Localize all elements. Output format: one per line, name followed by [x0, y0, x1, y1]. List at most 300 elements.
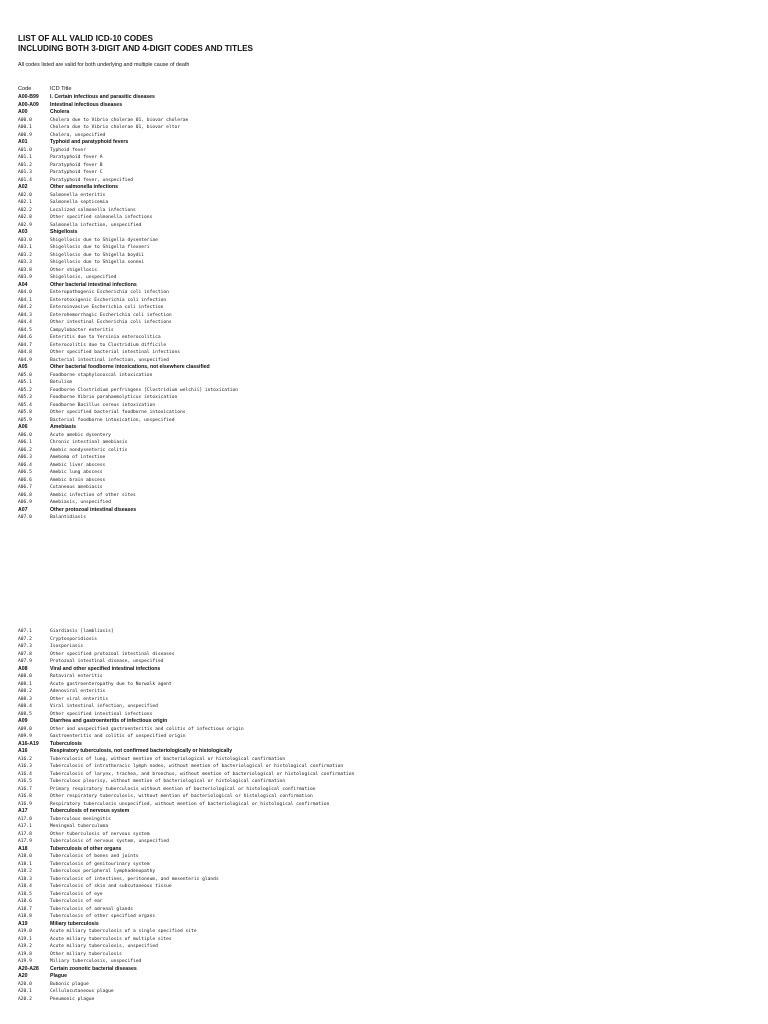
- icd-code: A04.7: [18, 342, 32, 348]
- code-row: [18, 387, 758, 395]
- icd-code: A07.9: [18, 659, 32, 664]
- icd-title: Tuberculosis of eye: [50, 891, 103, 897]
- icd-title: Intestinal infectious diseases: [50, 101, 123, 108]
- icd-title: Viral and other specified intestinal infections: [50, 665, 161, 672]
- category-heading-row: [18, 364, 758, 372]
- icd-code: A04.6: [18, 335, 32, 340]
- icd-title: Miliary tuberculosis: [50, 920, 99, 927]
- category-heading-row: [18, 666, 758, 674]
- icd-title: Respiratory tuberculosis, not confirmed bacteriologically or histologically: [50, 748, 233, 754]
- code-row: [18, 289, 758, 297]
- icd-title: Shigellosis due to Shigella dysenteriae: [50, 237, 158, 243]
- icd-code: A18.1: [18, 861, 32, 867]
- icd-code: A03.0: [18, 237, 32, 243]
- icd-title: Diarrhea and gastroenteritis of infectious origin: [50, 718, 168, 724]
- code-row: [18, 207, 758, 215]
- icd-code: A05.2: [18, 387, 32, 393]
- title-line-2: INCLUDING BOTH 3-DIGIT AND 4-DIGIT CODES AND TITLES: [18, 44, 254, 53]
- icd-title: Amebic nondysenteric colitis: [50, 447, 128, 453]
- code-row: [18, 831, 758, 839]
- code-row: [18, 357, 758, 365]
- icd-code: A08: [18, 665, 28, 672]
- icd-title: Shigellosis, unspecified: [50, 275, 117, 280]
- icd-code: A19.8: [18, 951, 32, 957]
- code-row: [18, 274, 758, 282]
- code-row: [18, 816, 758, 824]
- icd-title: Tuberculosis of other specified organs: [50, 914, 156, 919]
- icd-title: Cholera: [50, 109, 70, 115]
- icd-title: Enterohemorrhagic Escherichia coli infection: [50, 312, 172, 318]
- icd-code: A01.1: [18, 155, 32, 160]
- icd-code: A05.0: [18, 372, 32, 378]
- code-row: [18, 394, 758, 402]
- icd-code: A03.9: [18, 275, 32, 280]
- icd-title: Tuberculosis of ear: [50, 899, 103, 904]
- code-row: [18, 327, 758, 335]
- icd-title: Salmonella septicemia: [50, 200, 109, 205]
- code-row: [18, 499, 758, 507]
- icd-title: Other intestinal Escherichia coli infections: [50, 320, 172, 325]
- icd-title: Shigellosis due to Shigella boydii: [50, 252, 145, 258]
- icd-code: A02.1: [18, 200, 32, 205]
- code-row: [18, 297, 758, 305]
- icd-title: Enterocolitis due to Clostridium difficile: [50, 342, 167, 348]
- code-row: [18, 402, 758, 410]
- code-row: [18, 786, 758, 794]
- code-row: [18, 696, 758, 704]
- icd-title: Respiratory tuberculosis unspecified, without mention of bacteriological or histological confirmation: [50, 801, 330, 807]
- icd-code: A00.1: [18, 125, 32, 130]
- category-heading-row: [18, 184, 758, 192]
- code-row: [18, 913, 758, 921]
- icd-code: A16.5: [18, 779, 32, 784]
- icd-code: A01.2: [18, 162, 32, 168]
- category-heading-row: [18, 741, 758, 749]
- icd-code: A03.8: [18, 267, 32, 273]
- icd-code: A19: [18, 920, 28, 927]
- icd-title: Amebic lung abscess: [50, 470, 103, 475]
- icd-code: A03.3: [18, 260, 32, 265]
- code-row: [18, 154, 758, 162]
- icd-code: A07.0: [18, 515, 32, 520]
- icd-code: A18.2: [18, 869, 32, 874]
- icd-title: Protozoal intestinal disease, unspecified: [50, 659, 164, 664]
- icd-code: A18.0: [18, 854, 32, 859]
- code-row: [18, 861, 758, 869]
- icd-code: A02.2: [18, 207, 32, 213]
- icd-title: Typhoid and paratyphoid fevers: [50, 139, 129, 145]
- icd-code: A01.3: [18, 170, 32, 175]
- icd-code: A06.2: [18, 447, 32, 453]
- icd-title: Tuberculous peripheral lymphadenopathy: [50, 869, 156, 874]
- icd-code: A02.8: [18, 215, 32, 220]
- icd-title: Tuberculosis of nervous system, unspecified: [50, 839, 169, 844]
- icd-title: Shigellosis due to Shigella sonnei: [50, 260, 145, 265]
- icd-title: Foodborne Bacillus cereus intoxication: [50, 402, 156, 408]
- code-row: [18, 823, 758, 831]
- icd-title: Adenoviral enteritis: [50, 689, 106, 694]
- icd-code: A00-A09: [18, 101, 39, 108]
- icd-code: A06.4: [18, 462, 32, 468]
- icd-title: Salmonella infection, unspecified: [50, 222, 142, 228]
- icd-code: A01.4: [18, 177, 32, 183]
- code-row: [18, 801, 758, 809]
- category-heading-row: [18, 102, 758, 110]
- header-title: ICD Title: [50, 86, 72, 92]
- code-row: [18, 409, 758, 417]
- icd-title: Chronic intestinal amebiasis: [50, 440, 128, 445]
- icd-code: A16.8: [18, 794, 32, 799]
- icd-title: Other bacterial foodborne intoxications, not elsewhere classified: [50, 364, 210, 370]
- code-row: [18, 898, 758, 906]
- icd-title: Viral intestinal infection, unspecified: [50, 704, 158, 709]
- icd-title: Plague: [50, 973, 68, 979]
- code-row: [18, 117, 758, 125]
- icd-code: A16.9: [18, 801, 32, 807]
- code-row: [18, 447, 758, 455]
- icd-title: Cholera due to Vibrio cholerae 01, biovar eltor: [50, 125, 180, 130]
- icd-code: A09: [18, 718, 28, 724]
- icd-code: A19.1: [18, 936, 32, 942]
- icd-code: A18.5: [18, 891, 32, 897]
- code-row: [18, 484, 758, 492]
- icd-title: Other miliary tuberculosis: [50, 951, 122, 957]
- icd-title: Tuberculosis: [50, 740, 82, 747]
- icd-code: A18.3: [18, 876, 32, 882]
- icd-title: Bacterial foodborne intoxication, unspecified: [50, 417, 175, 423]
- code-row: [18, 319, 758, 327]
- icd-title: Enteroinvasive Escherichia coli infection: [50, 305, 164, 310]
- code-row: [18, 981, 758, 989]
- icd-code: A03: [18, 229, 28, 235]
- icd-code: A04: [18, 281, 28, 288]
- icd-title: Gastroenteritis and colitis of unspecified origin: [50, 734, 186, 739]
- icd-title: Amebiasis, unspecified: [50, 500, 111, 505]
- icd-code: A00: [18, 109, 28, 115]
- icd-title: Tuberculous meningitis: [50, 816, 111, 822]
- icd-code: A08.1: [18, 681, 32, 687]
- icd-code: A04.0: [18, 290, 32, 295]
- icd-title: Tuberculosis of genitourinary system: [50, 861, 150, 867]
- icd-code: A05: [18, 364, 28, 370]
- icd-code: A08.0: [18, 674, 32, 679]
- code-row: [18, 726, 758, 734]
- icd-title: Acute miliary tuberculosis of multiple sites: [50, 936, 172, 942]
- icd-title: Other salmonella infections: [50, 184, 119, 190]
- icd-code: A00-B99: [18, 94, 39, 100]
- icd-title: Campylobacter enteritis: [50, 327, 114, 333]
- icd-code: A06.6: [18, 477, 32, 483]
- icd-title: Tuberculosis of adrenal glands: [50, 906, 133, 912]
- icd-title: Certain zoonotic bacterial diseases: [50, 965, 137, 972]
- icd-code: A08.5: [18, 711, 32, 717]
- code-row: [18, 462, 758, 470]
- icd-code: A17.0: [18, 816, 32, 822]
- code-row: [18, 514, 758, 522]
- icd-code: A06.1: [18, 440, 32, 445]
- code-row: [18, 883, 758, 891]
- icd-code: A07.3: [18, 644, 32, 649]
- icd-title: Rotaviral enteritis: [50, 674, 103, 679]
- icd-code: A07.8: [18, 651, 32, 657]
- icd-title: Other protozoal intestinal diseases: [50, 506, 137, 513]
- icd-title: Amebiasis: [50, 424, 76, 430]
- code-row: [18, 349, 758, 357]
- code-row: [18, 876, 758, 884]
- icd-code: A00.0: [18, 117, 32, 123]
- code-row: [18, 763, 758, 771]
- code-row: [18, 304, 758, 312]
- header-code: Code: [18, 86, 32, 92]
- icd-code: A18.8: [18, 914, 32, 919]
- icd-title: Other shigellosis: [50, 267, 98, 273]
- icd-title: Other bacterial intestinal infections: [50, 281, 137, 288]
- code-row: [18, 214, 758, 222]
- icd-title: Foodborne Vibrio parahaemolyticus intoxication: [50, 395, 178, 400]
- code-row: [18, 703, 758, 711]
- icd-title: Primary respiratory tuberculosis without mention of bacteriological or histological confirmation: [50, 786, 316, 792]
- icd-code: A18.7: [18, 906, 32, 912]
- icd-title: Cholera, unspecified: [50, 132, 106, 138]
- icd-code: A05.8: [18, 410, 32, 415]
- code-row: [18, 711, 758, 719]
- icd-code: A09.9: [18, 734, 32, 739]
- category-heading-row: [18, 94, 758, 102]
- category-heading-row: [18, 846, 758, 854]
- document-title: [18, 34, 253, 54]
- icd-title: Amebic infection of other sites: [50, 492, 136, 498]
- code-row: [18, 928, 758, 936]
- icd-title: Botulism: [50, 380, 73, 385]
- icd-title: Cryptosporidiosis: [50, 636, 98, 642]
- icd-code: A06.7: [18, 485, 32, 490]
- icd-code: A06.3: [18, 455, 32, 460]
- code-row: [18, 177, 758, 185]
- icd-code: A05.4: [18, 402, 32, 408]
- icd-code: A04.9: [18, 357, 32, 363]
- icd-code: A04.4: [18, 320, 32, 325]
- icd-code: A18: [18, 845, 28, 852]
- icd-code: A20: [18, 973, 28, 979]
- code-row: [18, 162, 758, 170]
- icd-title: Miliary tuberculosis, unspecified: [50, 959, 142, 964]
- icd-code: A05.3: [18, 395, 32, 400]
- icd-title: Tuberculosis of intrathoracic lymph nodes, without mention of bacteriological or histological confirmation: [50, 764, 344, 769]
- icd-title: Other viral enteritis: [50, 696, 109, 702]
- icd-code: A03.2: [18, 252, 32, 258]
- icd-code: A08.4: [18, 704, 32, 709]
- icd-title: Other specified bacterial foodborne intoxications: [50, 410, 186, 415]
- category-heading-row: [18, 973, 758, 981]
- code-row: [18, 237, 758, 245]
- icd-title: Shigellosis due to Shigella flexneri: [50, 245, 150, 250]
- icd-title: Tuberculosis of other organs: [50, 845, 122, 852]
- code-row: [18, 169, 758, 177]
- icd-code: A04.2: [18, 305, 32, 310]
- icd-title: Shigellosis: [50, 229, 78, 235]
- category-heading-row: [18, 139, 758, 147]
- code-row: [18, 334, 758, 342]
- category-heading-row: [18, 282, 758, 290]
- icd-title: Acute miliary tuberculosis, unspecified: [50, 944, 158, 949]
- icd-title: Tuberculosis of lung, without mention of bacteriological or histological confirmation: [50, 756, 286, 762]
- icd-code: A19.0: [18, 929, 32, 934]
- icd-code: A16: [18, 748, 28, 754]
- icd-title: Amebic brain abscess: [50, 477, 106, 483]
- code-row: [18, 342, 758, 350]
- code-row: [18, 439, 758, 447]
- icd-title: Foodborne staphylococcal intoxication: [50, 372, 153, 378]
- icd-code: A18.6: [18, 899, 32, 904]
- icd-code: A07.2: [18, 636, 32, 642]
- icd-code: A16.2: [18, 756, 32, 762]
- icd-title: Paratyphoid fever C: [50, 170, 103, 175]
- icd-code: A08.2: [18, 689, 32, 694]
- icd-title: Meningeal tuberculoma: [50, 824, 109, 829]
- icd-title: Enteropathogenic Escherichia coli infection: [50, 290, 169, 295]
- code-row: [18, 838, 758, 846]
- icd-title: Bubonic plague: [50, 981, 89, 987]
- icd-title: Other respiratory tuberculosis, without mention of bacteriological or histological confirmation: [50, 794, 313, 799]
- icd-code: A19.9: [18, 959, 32, 964]
- icd-title: Enterotoxigenic Escherichia coli infection: [50, 297, 167, 303]
- code-row: [18, 199, 758, 207]
- icd-code: A16.7: [18, 786, 32, 792]
- title-line-1: LIST OF ALL VALID ICD-10 CODES: [18, 34, 153, 43]
- icd-code: A06.0: [18, 432, 32, 438]
- code-row: [18, 756, 758, 764]
- icd-code: A20.0: [18, 981, 32, 987]
- icd-title: Other tuberculosis of nervous system: [50, 831, 150, 837]
- icd-code: A16-A19: [18, 740, 39, 747]
- icd-title: Tuberculosis of bones and joints: [50, 854, 139, 859]
- code-row: [18, 943, 758, 951]
- icd-code: A07.1: [18, 629, 32, 634]
- icd-code: A08.3: [18, 696, 32, 702]
- category-heading-row: [18, 748, 758, 756]
- icd-code: A04.1: [18, 297, 32, 303]
- code-row: [18, 793, 758, 801]
- icd-code: A06.5: [18, 470, 32, 475]
- icd-code: A02.9: [18, 222, 32, 228]
- icd-title: Other specified salmonella infections: [50, 215, 153, 220]
- code-row: [18, 469, 758, 477]
- icd-code: A06.9: [18, 500, 32, 505]
- icd-code: A17: [18, 808, 28, 814]
- code-row: [18, 906, 758, 914]
- code-row: [18, 688, 758, 696]
- icd-title: Tuberculosis of larynx, trachea, and bronchus, without mention of bacteriological or histological confirmation: [50, 771, 355, 777]
- code-row: [18, 477, 758, 485]
- icd-title: Cholera due to Vibrio cholerae 01, biovar cholerae: [50, 117, 189, 123]
- icd-code: A17.1: [18, 824, 32, 829]
- icd-code: A04.8: [18, 350, 32, 355]
- icd-title: Acute amebic dysentery: [50, 432, 111, 438]
- icd-code: A01.0: [18, 147, 32, 153]
- code-row: [18, 771, 758, 779]
- code-row: [18, 372, 758, 380]
- icd-code: A06.8: [18, 492, 32, 498]
- code-row: [18, 891, 758, 899]
- icd-code: A01: [18, 139, 28, 145]
- code-row: [18, 733, 758, 741]
- icd-code: A03.1: [18, 245, 32, 250]
- icd-code: A04.5: [18, 327, 32, 333]
- code-row: [18, 312, 758, 320]
- icd-code: A19.2: [18, 944, 32, 949]
- code-row: [18, 267, 758, 275]
- icd-code: A07: [18, 506, 28, 513]
- code-row: [18, 244, 758, 252]
- icd-title: Ameboma of intestine: [50, 455, 106, 460]
- icd-code: A17.8: [18, 831, 32, 837]
- code-row: [18, 259, 758, 267]
- icd-title: Other specified intestinal infections: [50, 711, 153, 717]
- icd-code: A16.3: [18, 764, 32, 769]
- icd-code: A04.3: [18, 312, 32, 318]
- code-row: [18, 778, 758, 786]
- category-heading-row: [18, 718, 758, 726]
- code-row: [18, 681, 758, 689]
- code-row: [18, 936, 758, 944]
- icd-title: Paratyphoid fever A: [50, 155, 103, 160]
- icd-code: A06: [18, 424, 28, 430]
- code-row: [18, 951, 758, 959]
- category-heading-row: [18, 109, 758, 117]
- icd-title: Cellulocutaneous plague: [50, 989, 114, 994]
- code-row: [18, 252, 758, 260]
- icd-title: Isosporiasis: [50, 644, 84, 649]
- code-row: [18, 192, 758, 200]
- code-row: [18, 958, 758, 966]
- code-row: [18, 417, 758, 425]
- icd-title: Tuberculosis of skin and subcutaneous tissue: [50, 884, 172, 889]
- code-row: [18, 222, 758, 230]
- code-row: [18, 628, 758, 636]
- category-heading-row: [18, 229, 758, 237]
- category-heading-row: [18, 507, 758, 515]
- code-row: [18, 379, 758, 387]
- code-list-block-2: [18, 628, 758, 1003]
- icd-title: Paratyphoid fever B: [50, 162, 103, 168]
- code-row: [18, 643, 758, 651]
- icd-code: A17.9: [18, 839, 32, 844]
- icd-title: Tuberculous pleurisy, without mention of bacteriological or histological confirmation: [50, 779, 286, 784]
- code-row: [18, 868, 758, 876]
- icd-title: Amebic liver abscess: [50, 462, 106, 468]
- code-row: [18, 432, 758, 440]
- icd-title: Localized salmonella infections: [50, 207, 136, 213]
- code-row: [18, 132, 758, 140]
- category-heading-row: [18, 808, 758, 816]
- icd-code: A00.9: [18, 132, 32, 138]
- icd-title: I. Certain infectious and parasitic diseases: [50, 94, 155, 100]
- icd-title: Giardiasis [lambliasis]: [50, 629, 114, 634]
- icd-code: A02: [18, 184, 28, 190]
- icd-title: Acute gastroenteropathy due to Norwalk agent: [50, 681, 172, 687]
- icd-code: A18.4: [18, 884, 32, 889]
- icd-title: Tuberculosis of nervous system: [50, 808, 130, 814]
- icd-title: Other specified protozoal intestinal diseases: [50, 651, 175, 657]
- code-row: [18, 988, 758, 996]
- icd-title: Other specified bacterial intestinal infections: [50, 350, 180, 355]
- icd-code: A09.0: [18, 726, 32, 732]
- code-row: [18, 658, 758, 666]
- code-row: [18, 636, 758, 644]
- icd-code: A16.4: [18, 771, 32, 777]
- icd-title: Pneumonic plague: [50, 996, 95, 1002]
- code-row: [18, 124, 758, 132]
